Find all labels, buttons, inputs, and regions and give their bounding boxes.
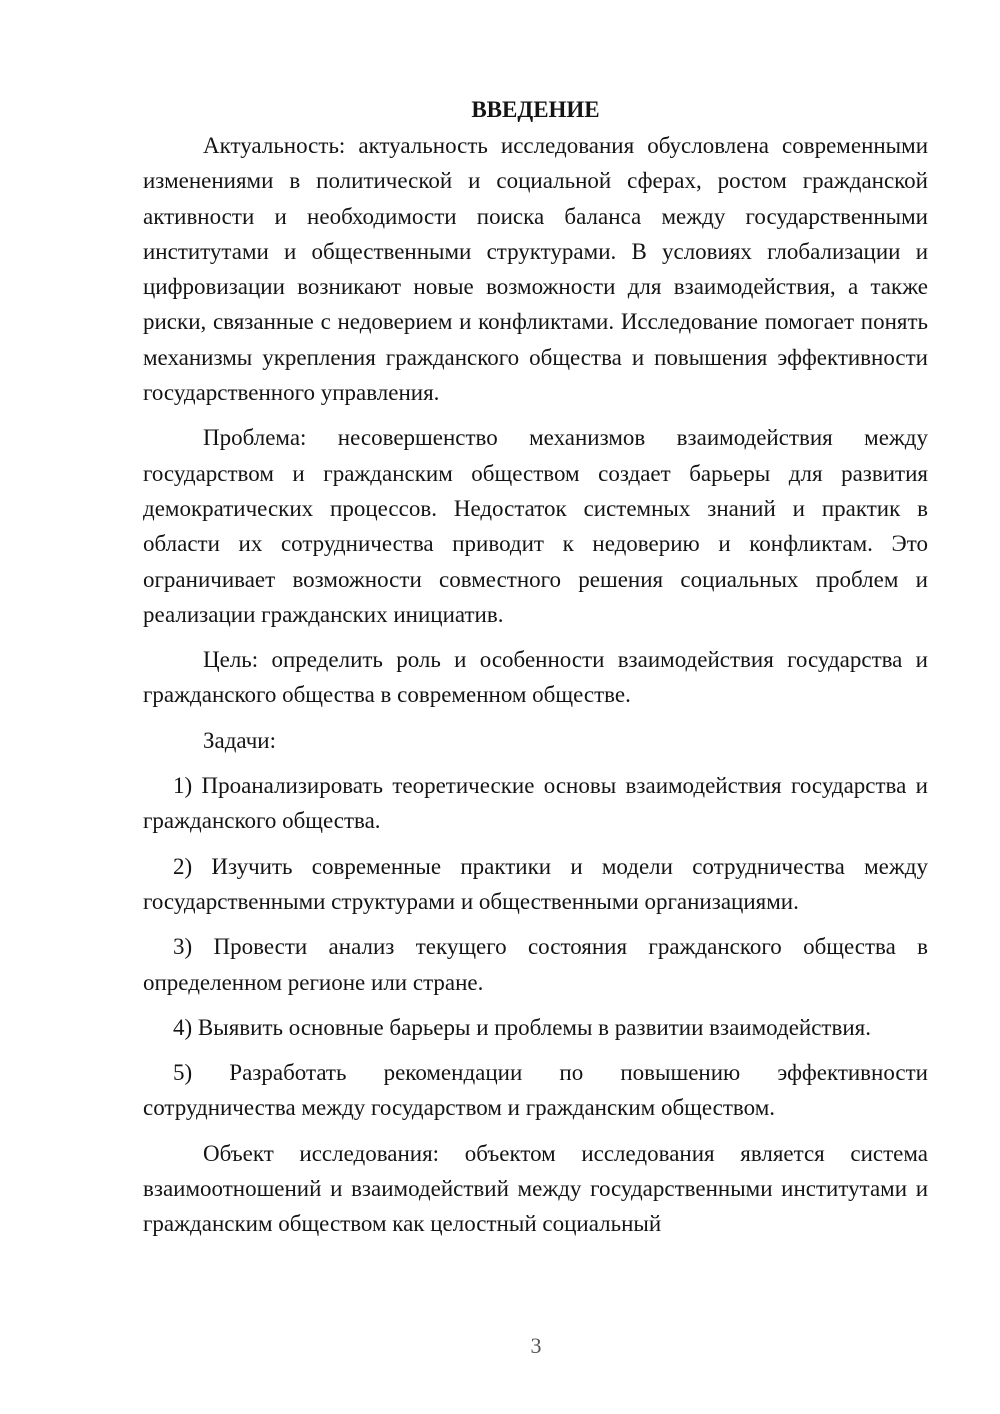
paragraph-object: Объект исследования: объектом исследования является система взаимоотношений и взаимодействий между государственными институтами и гражданским обществом как целостный социальный bbox=[143, 1140, 928, 1237]
task-item-4: 4) Выявить основные барьеры и проблемы в развитии взаимодействия. bbox=[173, 1014, 871, 1040]
document-page bbox=[143, 92, 928, 1252]
paragraph-tasks-label: Задачи: bbox=[203, 727, 276, 753]
task-item-3: 3) Провести анализ текущего состояния гражданского общества в определенном регионе или стране. bbox=[143, 934, 928, 995]
section-title: ВВЕДЕНИЕ bbox=[471, 97, 600, 122]
task-item-2: 2) Изучить современные практики и модели сотрудничества между государственными структурами и общественными организациями. bbox=[143, 853, 928, 914]
task-item-5: 5) Разработать рекомендации по повышению эффективности сотрудничества между государством и гражданским обществом. bbox=[143, 1060, 928, 1121]
paragraph-goal: Цель: определить роль и особенности взаимодействия государства и гражданского общества в современном обществе. bbox=[143, 647, 928, 708]
paragraph-problem: Проблема: несовершенство механизмов взаимодействия между государством и гражданским обществом создает барьеры для развития демократических процессов. Недостаток системных знаний и практик в области их сотрудничества приводит к недоверию и конфликтам. Это ограничивает возможности совместного решения социальных проблем и реализации гражданских инициатив. bbox=[143, 425, 928, 627]
page-number: 3 bbox=[530, 1333, 542, 1358]
task-item-1: 1) Проанализировать теоретические основы взаимодействия государства и гражданского общества. bbox=[143, 773, 928, 834]
paragraph-relevance: Актуальность: актуальность исследования обусловлена современными изменениями в политической и социальной сферах, ростом гражданской активности и необходимости поиска баланса между государственными институтами и общественными структурами. В условиях глобализации и цифровизации возникают новые возможности для взаимодействия, а также риски, связанные с недоверием и конфликтами. Исследование помогает понять механизмы укрепления гражданского общества и повышения эффективности государственного управления. bbox=[143, 133, 928, 406]
